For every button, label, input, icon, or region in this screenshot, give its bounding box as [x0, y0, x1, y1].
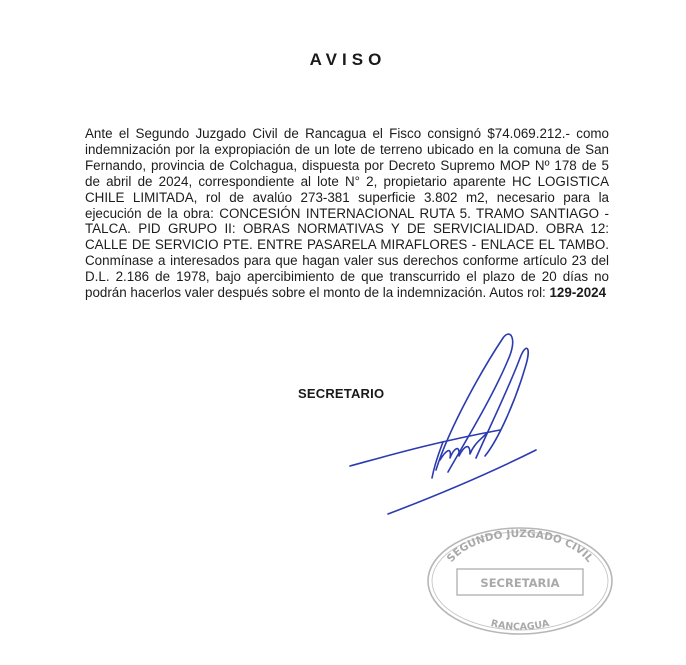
case-number: 129-2024	[549, 285, 607, 301]
handwritten-signature	[340, 330, 550, 520]
seal-top-text: SEGUNDO JUZGADO CIVIL	[444, 527, 596, 565]
seal-bottom-text: RANCAGUA	[489, 618, 551, 633]
notice-body-text: Ante el Segundo Juzgado Civil de Rancagua el Fisco consignó $74.069.212.- como indemnización por la expropiación de un lote de terreno ubicado en la comuna de San Fernando, provincia de Colchagua, dispuesta por Decreto Supremo MOP Nº 178 de 5 de abril de 2024, correspondiente al lote N° 2, propietario aparente HC LOGISTICA CHILE LIMITADA, rol de avalúo 273-381 superficie 3.802 m2, necesario para la ejecución de la obra: CONCESIÓN INTERNACIONAL RUTA 5. TRAMO SANTIAGO - TALCA. PID GRUPO II: OBRAS NORMATIVAS Y DE SERVICIALIDAD. OBRA 12: CALLE DE SERVICIO PTE. ENTRE PASARELA MIRAFLORES - ENLACE EL TAMBO. Conmínase a interesados para que hagan valer sus derechos conforme artículo 23 del D.L. 2.186 de 1978, bajo apercibimiento de que transcurrido el plazo de 20 días no podrán hacerlos valer después sobre el monto de la indemnización. Autos rol:	[85, 126, 609, 301]
notice-title: AVISO	[309, 50, 387, 69]
court-stamp-seal	[425, 525, 615, 637]
notice-body	[85, 126, 609, 301]
signer-title: SECRETARIO	[298, 386, 385, 401]
seal-middle-text: SECRETARIA	[480, 576, 560, 590]
